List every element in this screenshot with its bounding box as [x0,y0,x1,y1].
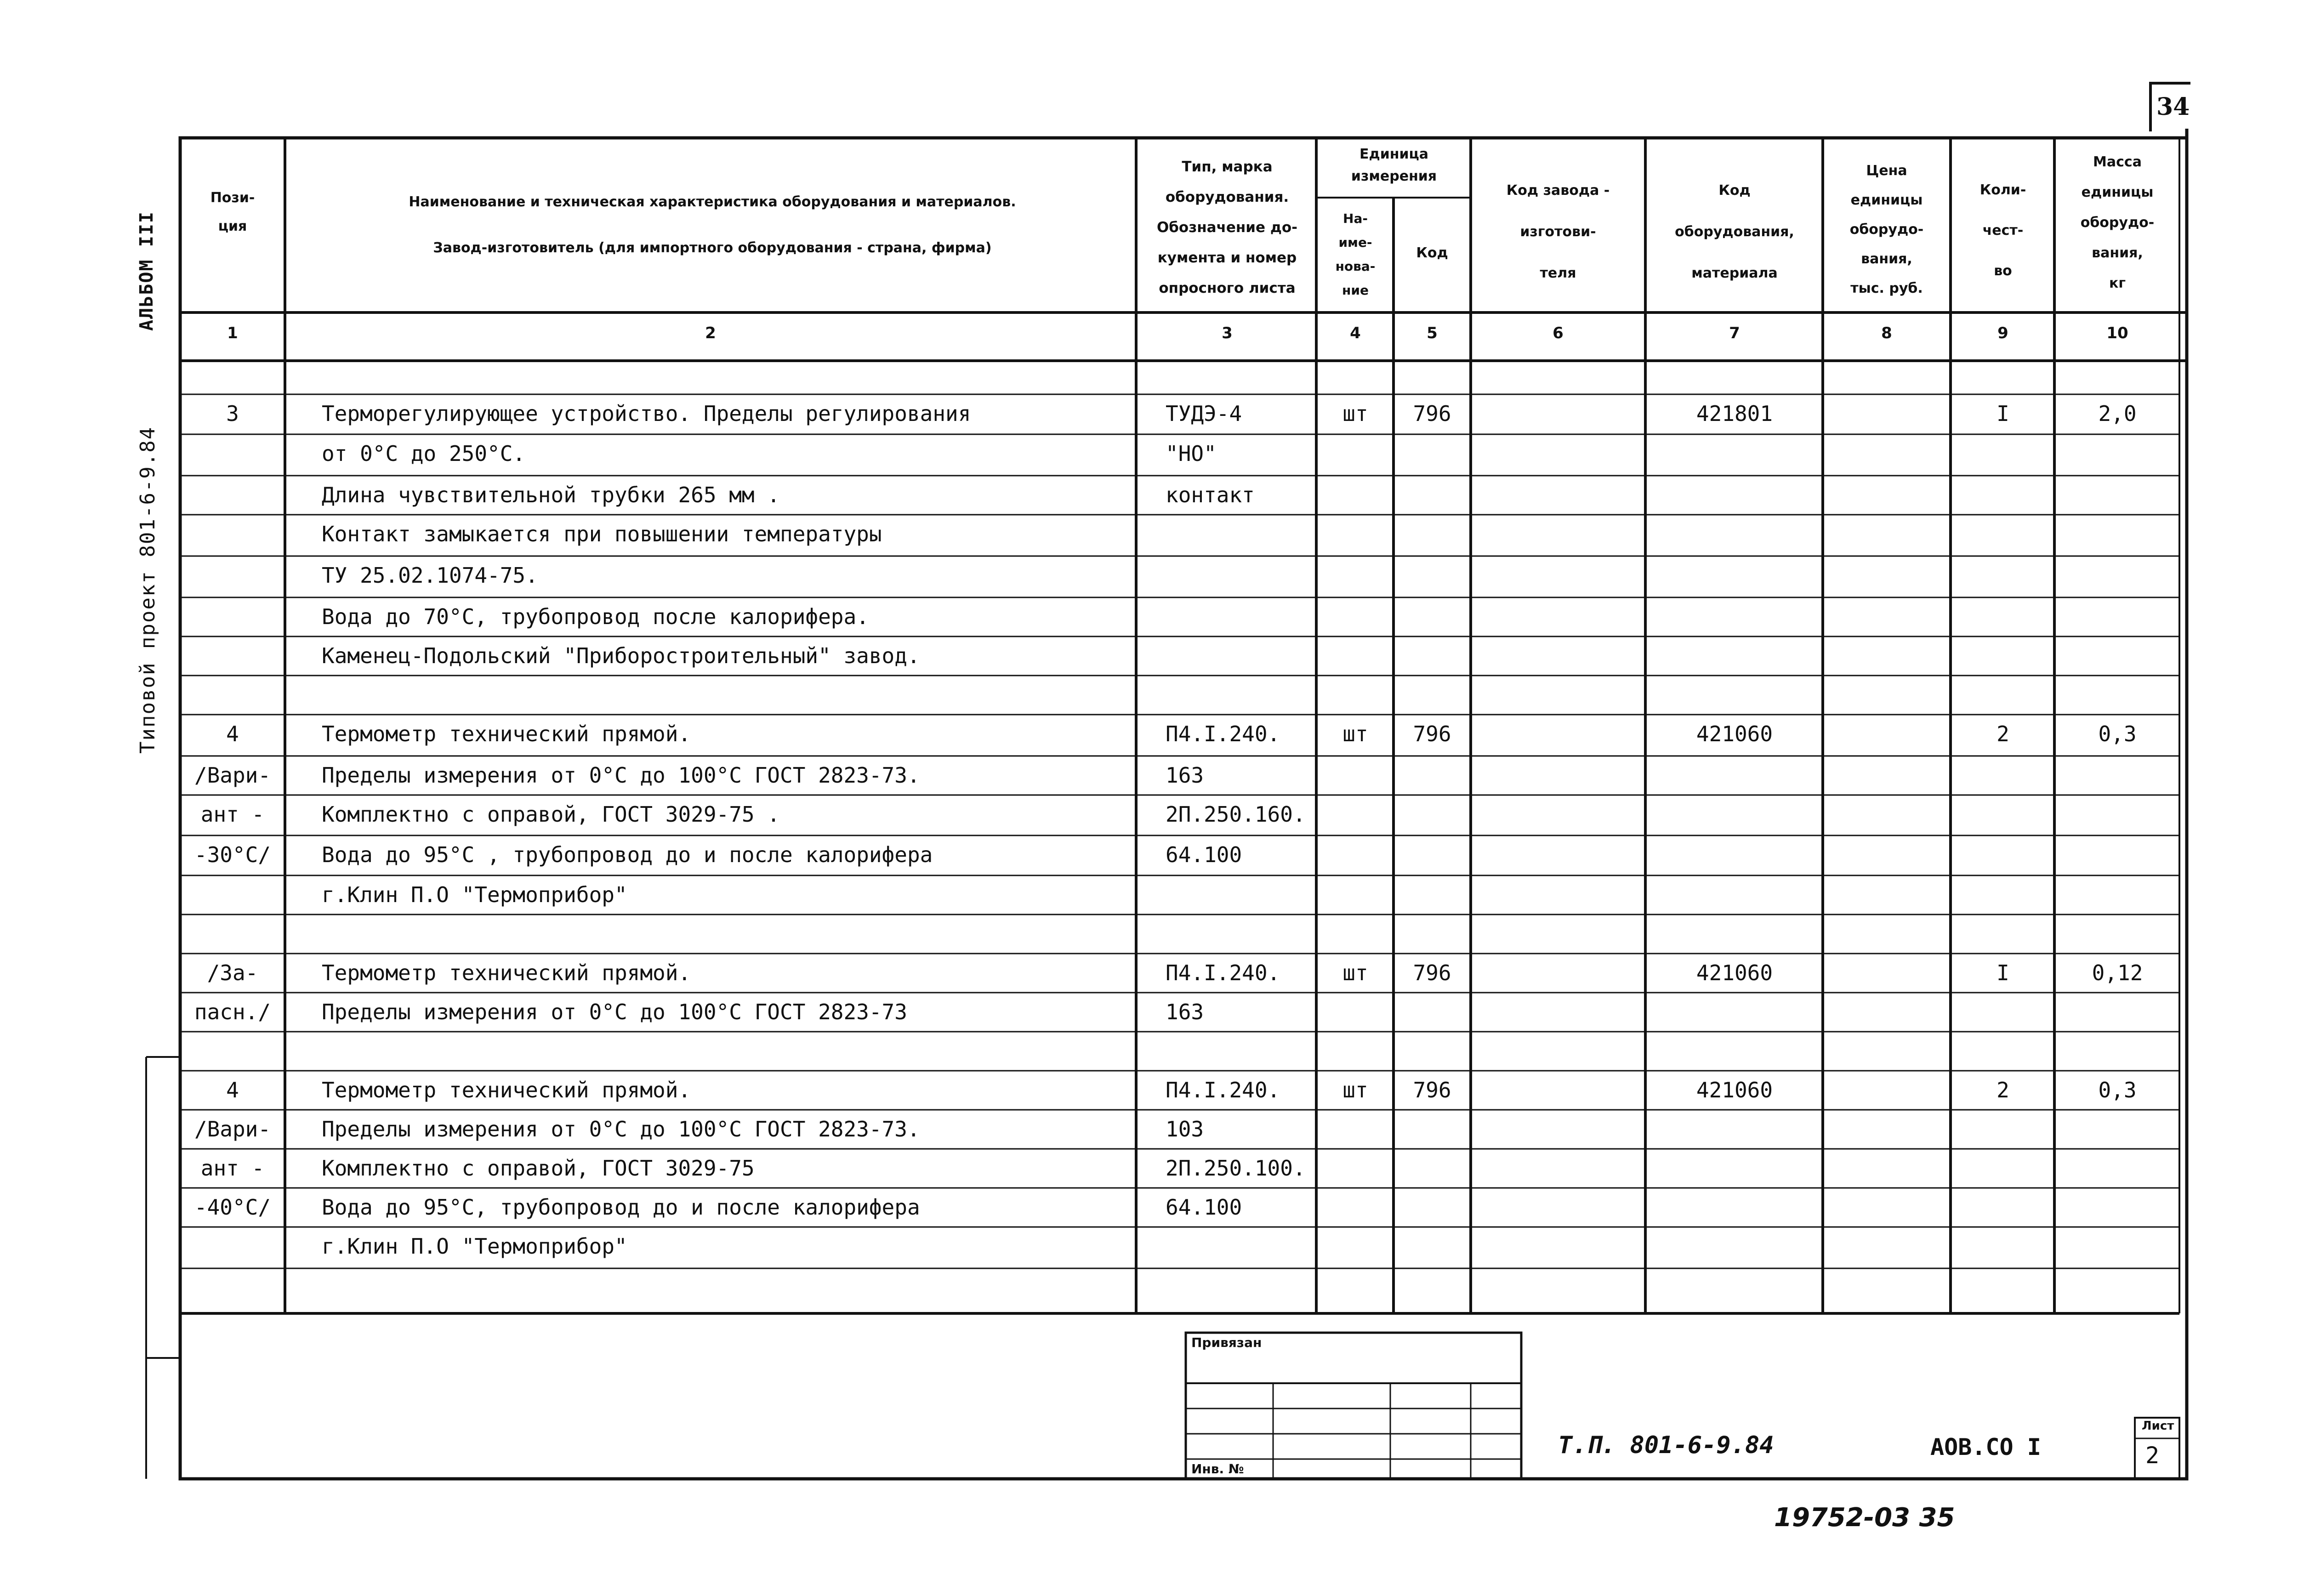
header-factory-code: Код завода - изготови- теля [1506,182,1610,281]
col-num-8: 8 [1881,324,1892,342]
header-equipment-code: Код оборудования, материала [1675,182,1794,281]
cell-unit: шт [1342,1078,1368,1102]
col-num-4: 4 [1350,324,1361,342]
cell-name: г.Клин П.О "Термоприбор" [322,882,627,907]
cell-type: П4.I.240. [1166,721,1280,746]
cell-type: П4.I.240. [1166,960,1280,985]
stamp-sheet-number: 2 [2145,1442,2160,1469]
cell-name: г.Клин П.О "Термоприбор" [322,1234,627,1259]
header-type: Тип, марка оборудования. Обозначение до- кумента и номер опросного листа [1156,159,1298,296]
cell-position: /Вари- [194,1117,271,1142]
cell-position: пасн./ [194,1000,271,1024]
stamp-project-code: Т.П. 801-6-9.84 [1558,1431,1774,1459]
col-num-9: 9 [1997,324,2008,342]
stamp-sheet-label: Лист [2142,1419,2174,1433]
cell-quantity: 2 [1997,1078,2009,1102]
col-num-7: 7 [1729,324,1740,342]
cell-unit-code: 796 [1413,1078,1451,1102]
cell-equipment-code: 421060 [1696,1078,1773,1102]
cell-position: 3 [226,401,239,426]
cell-type: 64.100 [1166,842,1242,867]
cell-name: Длина чувствительной трубки 265 мм . [322,483,780,507]
cell-type: ТУДЭ-4 [1166,401,1242,426]
cell-mass: 0,3 [2098,721,2137,746]
cell-name: Вода до 95°С, трубопровод до и после калорифера [322,1195,920,1220]
cell-name: Вода до 70°С, трубопровод после калорифера. [322,604,869,629]
cell-mass: 0,3 [2098,1078,2137,1102]
cell-type: 103 [1166,1117,1204,1142]
cell-unit-code: 796 [1413,960,1451,985]
cell-quantity: 2 [1997,721,2009,746]
header-quantity: Коли- чест- во [1979,182,2026,279]
col-num-1: 1 [227,324,238,342]
cell-type: 64.100 [1166,1195,1242,1220]
project-label: Типовой проект 801-6-9.84 [136,426,159,754]
col-num-2: 2 [705,324,716,342]
cell-name: Терморегулирующее устройство. Пределы регулирования [322,401,971,426]
cell-type: "НО" [1166,441,1217,466]
cell-type: контакт [1166,483,1255,507]
cell-position: /За- [207,960,258,985]
col-num-5: 5 [1427,324,1438,342]
cell-position: -30°С/ [194,842,271,867]
cell-position: 4 [226,721,239,746]
cell-unit: шт [1342,401,1368,426]
cell-name: Термометр технический прямой. [322,721,691,746]
header-unit-group: Единица измерения [1351,146,1437,184]
cell-type: 163 [1166,1000,1204,1024]
cell-name: Вода до 95°С , трубопровод до и после калорифера [322,842,933,867]
cell-position: /Вари- [194,763,271,788]
col-num-3: 3 [1222,324,1233,342]
cell-name: Каменец-Подольский "Приборостроительный" завод. [322,643,920,668]
cell-unit-code: 796 [1413,721,1451,746]
cell-quantity: I [1997,401,2009,426]
cell-mass: 0,12 [2092,960,2143,985]
cell-name: Термометр технический прямой. [322,960,691,985]
cell-position: -40°С/ [194,1195,271,1220]
footer-note: 19752-03 35 [1774,1503,1955,1533]
cell-name: Пределы измерения от 0°С до 100°С ГОСТ 2823-73. [322,1117,920,1142]
header-price: Цена единицы оборудо- вания, тыс. руб. [1849,163,1924,296]
header-mass: Масса единицы оборудо- вания, кг [2080,154,2155,291]
cell-equipment-code: 421060 [1696,721,1773,746]
header-unit-name: На- име- нова- ние [1335,211,1376,298]
cell-name: от 0°С до 250°С. [322,441,526,466]
cell-position: ант - [200,802,265,827]
cell-position: 4 [226,1078,239,1102]
cell-type: 2П.250.100. [1166,1156,1306,1181]
cell-name: ТУ 25.02.1074-75. [322,563,538,588]
cell-unit-code: 796 [1413,401,1451,426]
page-number: 34 [2156,93,2190,121]
cell-name: Термометр технический прямой. [322,1078,691,1102]
cell-type: П4.I.240. [1166,1078,1280,1102]
cell-name: Комплектно с оправой, ГОСТ 3029-75 . [322,802,780,827]
stamp-inv: Инв. № [1191,1461,1244,1477]
cell-name: Пределы измерения от 0°С до 100°С ГОСТ 2823-73 [322,1000,907,1024]
cell-mass: 2,0 [2098,401,2137,426]
cell-equipment-code: 421801 [1696,401,1773,426]
cell-type: 163 [1166,763,1204,788]
header-position: Пози- ция [210,190,255,234]
cell-name: Комплектно с оправой, ГОСТ 3029-75 [322,1156,755,1181]
cell-position: ант - [200,1156,265,1181]
album-label: АЛЬБОМ III [136,211,157,331]
cell-unit: шт [1342,960,1368,985]
cell-quantity: I [1997,960,2009,985]
header-unit-code: Код [1416,245,1448,261]
cell-name: Пределы измерения от 0°С до 100°С ГОСТ 2823-73. [322,763,920,788]
col-num-10: 10 [2106,324,2128,342]
stamp-linked: Привязан [1191,1335,1262,1350]
cell-type: 2П.250.160. [1166,802,1306,827]
header-name: Наименование и техническая характеристика оборудования и материалов. Завод-изготовитель (для импортного оборудования - страна, фирма) [409,194,1016,256]
cell-equipment-code: 421060 [1696,960,1773,985]
cell-unit: шт [1342,721,1368,746]
stamp-doc-code: АОВ.СО I [1930,1434,2041,1460]
col-num-6: 6 [1553,324,1564,342]
cell-name: Контакт замыкается при повышении температуры [322,522,882,546]
